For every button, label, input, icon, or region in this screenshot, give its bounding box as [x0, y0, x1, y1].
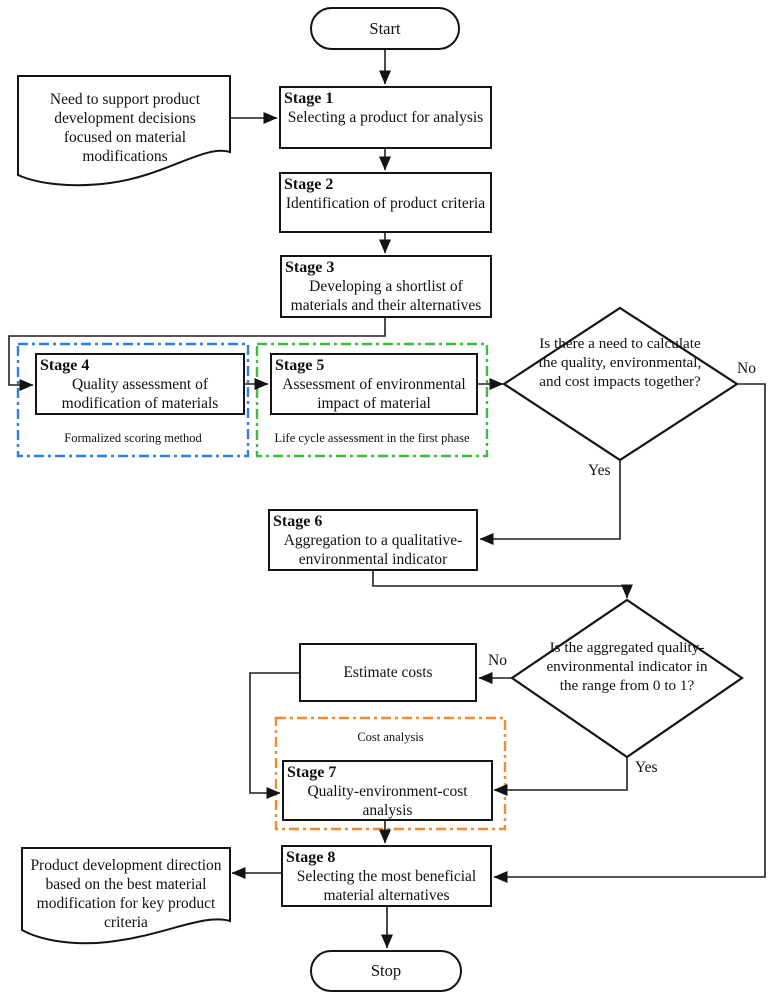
stop-terminal	[310, 950, 462, 992]
decision2-text: Is the aggregated quality-environmental indicator in the range from 0 to 1?	[546, 639, 708, 694]
estimate-costs-box	[299, 643, 477, 702]
stage2-label: Stage 2	[284, 176, 334, 193]
decision1-text: Is there a need to calculate the quality, environmental, and cost impacts together?	[538, 335, 702, 390]
cost-analysis-caption: Cost analysis	[357, 730, 424, 744]
estimate-costs-label: Estimate costs	[343, 663, 433, 681]
decision1-yes-label: Yes	[588, 462, 611, 479]
stage6-box	[268, 509, 478, 571]
stage5-text: Assessment of environmental impact of material	[282, 376, 466, 412]
stage3-box	[280, 255, 492, 318]
stage4-box	[35, 353, 245, 415]
start-terminal	[310, 7, 460, 50]
stage5-method-caption: Life cycle assessment in the first phase	[274, 431, 470, 445]
stage2-text: Identification of product criteria	[285, 195, 486, 212]
start-label: Start	[369, 18, 401, 38]
stage1-label: Stage 1	[284, 90, 334, 107]
stage8-text: Selecting the most beneficial material alternatives	[296, 868, 477, 904]
stage1-box	[279, 86, 492, 149]
stage2-box	[279, 172, 492, 233]
stage3-text: Developing a shortlist of materials and their alternatives	[290, 278, 482, 314]
stop-label: Stop	[370, 961, 402, 980]
stage4-label: Stage 4	[40, 357, 90, 374]
stage7-label: Stage 7	[287, 764, 337, 781]
decision2-no-label: No	[488, 652, 507, 669]
document-need-text: Need to support product development decisions focused on material modifications	[49, 91, 201, 165]
stage5-label: Stage 5	[275, 357, 325, 374]
decision1-no-label: No	[737, 360, 756, 377]
stage4-text: Quality assessment of modification of materials	[61, 376, 219, 412]
connector-decision2-yes-to-stage7	[494, 757, 627, 790]
decision2-yes-label: Yes	[635, 759, 658, 776]
stage8-label: Stage 8	[286, 849, 336, 866]
stage4-method-caption: Formalized scoring method	[64, 431, 202, 445]
connector-stage6-to-decision2	[373, 571, 627, 598]
stage8-box	[281, 845, 492, 907]
document-direction-text: Product development direction based on the best material modification for key product criteria	[30, 857, 222, 931]
stage1-text: Selecting a product for analysis	[287, 109, 484, 126]
stage7-text: Quality-environment-cost analysis	[307, 783, 468, 819]
stage3-label: Stage 3	[285, 259, 335, 276]
stage7-box	[282, 760, 493, 821]
stage6-label: Stage 6	[273, 513, 323, 530]
stage6-text: Aggregation to a qualitative-environmental indicator	[283, 532, 463, 568]
stage5-box	[270, 353, 478, 415]
